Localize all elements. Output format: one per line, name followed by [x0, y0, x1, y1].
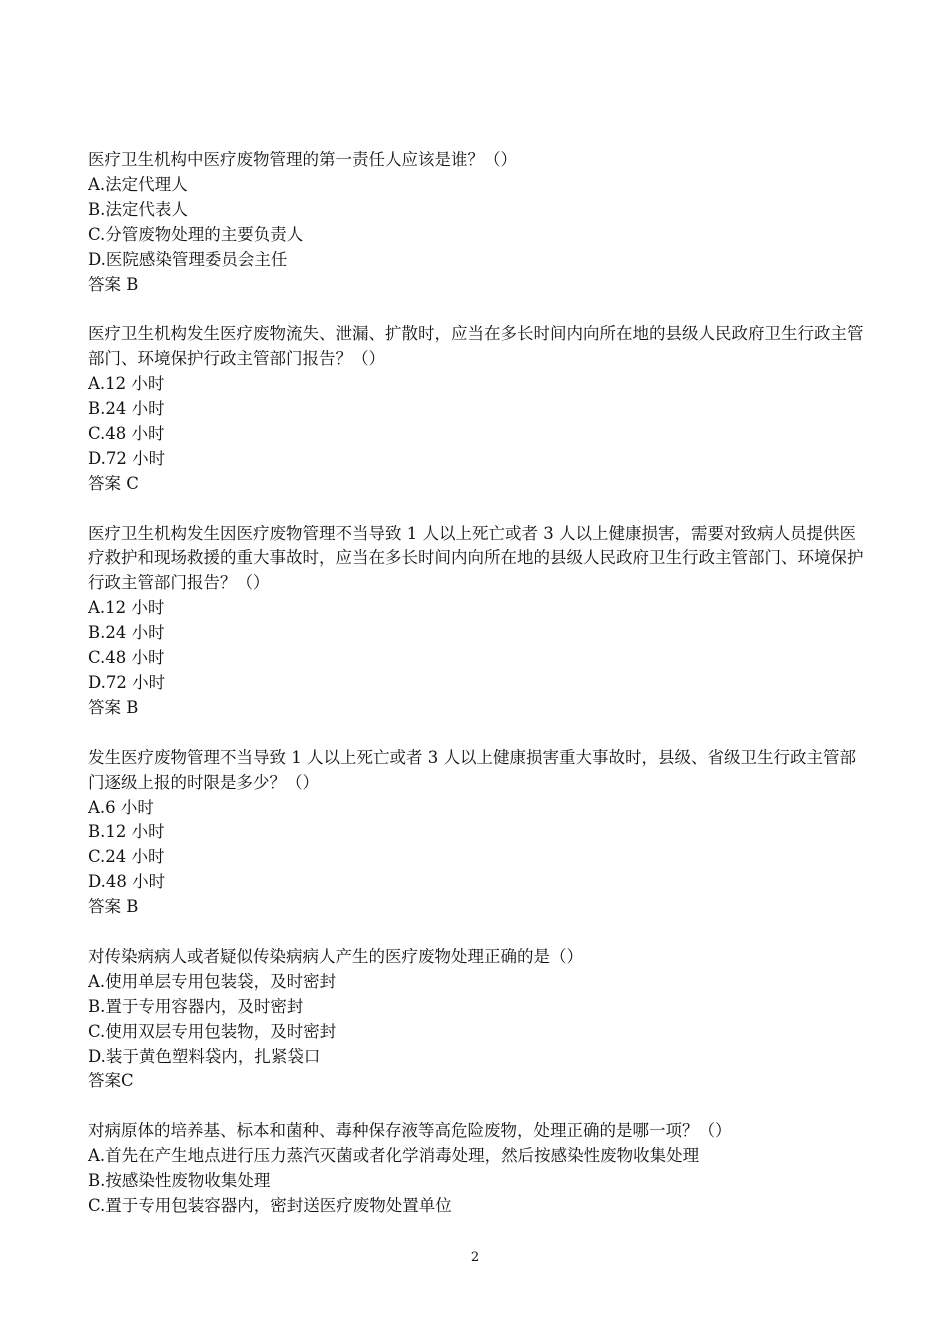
option-b: B.置于专用容器内，及时密封 — [88, 996, 304, 1016]
option-d: D.装于黄色塑料袋内，扎紧袋口 — [88, 1046, 321, 1066]
question-text: 医疗卫生机构中医疗废物管理的第一责任人应该是谁？（） — [88, 150, 517, 169]
option-c: C.使用双层专用包装物，及时密封 — [88, 1021, 337, 1041]
option-b: B.按感染性废物收集处理 — [88, 1171, 271, 1191]
option-b: B.24 小时 — [88, 623, 165, 643]
question-text: 发生医疗废物管理不当导致 1 人以上死亡或者 3 人以上健康损害重大事故时，县级、省级卫生行政主管部门逐级上报的时限是多少？（） — [88, 747, 856, 792]
option-a: A.法定代理人 — [88, 174, 188, 194]
option-c: C.置于专用包装容器内，密封送医疗废物处置单位 — [88, 1195, 452, 1215]
question-text: 医疗卫生机构发生因医疗废物管理不当导致 1 人以上死亡或者 3 人以上健康损害，需要对致病人员提供医疗救护和现场救援的重大事故时，应当在多长时间内向所在地的县级人民政府卫生行政主管部门、环境保护行政主管部门报告？（） — [88, 523, 864, 593]
option-a: A.首先在产生地点进行压力蒸汽灭菌或者化学消毒处理，然后按感染性废物收集处理 — [88, 1146, 700, 1166]
question-1 — [88, 148, 868, 297]
option-c: C.分管废物处理的主要负责人 — [88, 224, 304, 244]
option-d: D.72 小时 — [88, 673, 166, 692]
option-d: D.48 小时 — [88, 872, 166, 892]
question-2 — [88, 322, 868, 496]
answer-line: 答案C — [88, 1071, 134, 1091]
page-number: 2 — [470, 1250, 480, 1265]
question-text: 对病原体的培养基、标本和菌种、毒种保存液等高危险废物，处理正确的是哪一项？（） — [88, 1121, 732, 1141]
question-5 — [88, 945, 868, 1094]
question-3 — [88, 522, 868, 721]
answer-line: 答案 B — [88, 274, 139, 294]
option-a: A.12 小时 — [88, 374, 165, 394]
question-6 — [88, 1119, 868, 1219]
answer-line: 答案 B — [88, 697, 139, 717]
option-d: D.医院感染管理委员会主任 — [88, 249, 288, 269]
option-c: C.48 小时 — [88, 423, 165, 443]
answer-line: 答案 C — [88, 473, 139, 493]
option-a: A.12 小时 — [88, 598, 165, 618]
option-b: B.24 小时 — [88, 399, 165, 419]
answer-line: 答案 B — [88, 897, 139, 917]
option-b: B.法定代表人 — [88, 199, 188, 219]
option-a: A.使用单层专用包装袋，及时密封 — [88, 971, 337, 991]
option-c: C.24 小时 — [88, 847, 165, 867]
question-4 — [88, 746, 868, 920]
option-d: D.72 小时 — [88, 448, 166, 468]
question-text: 对传染病病人或者疑似传染病病人产生的医疗废物处理正确的是（） — [88, 946, 583, 966]
question-list — [88, 148, 868, 1244]
option-c: C.48 小时 — [88, 648, 165, 668]
question-text: 医疗卫生机构发生医疗废物流失、泄漏、扩散时，应当在多长时间内向所在地的县级人民政府卫生行政主管部门、环境保护行政主管部门报告？（） — [88, 324, 864, 369]
option-a: A.6 小时 — [88, 797, 154, 817]
option-b: B.12 小时 — [88, 822, 165, 842]
